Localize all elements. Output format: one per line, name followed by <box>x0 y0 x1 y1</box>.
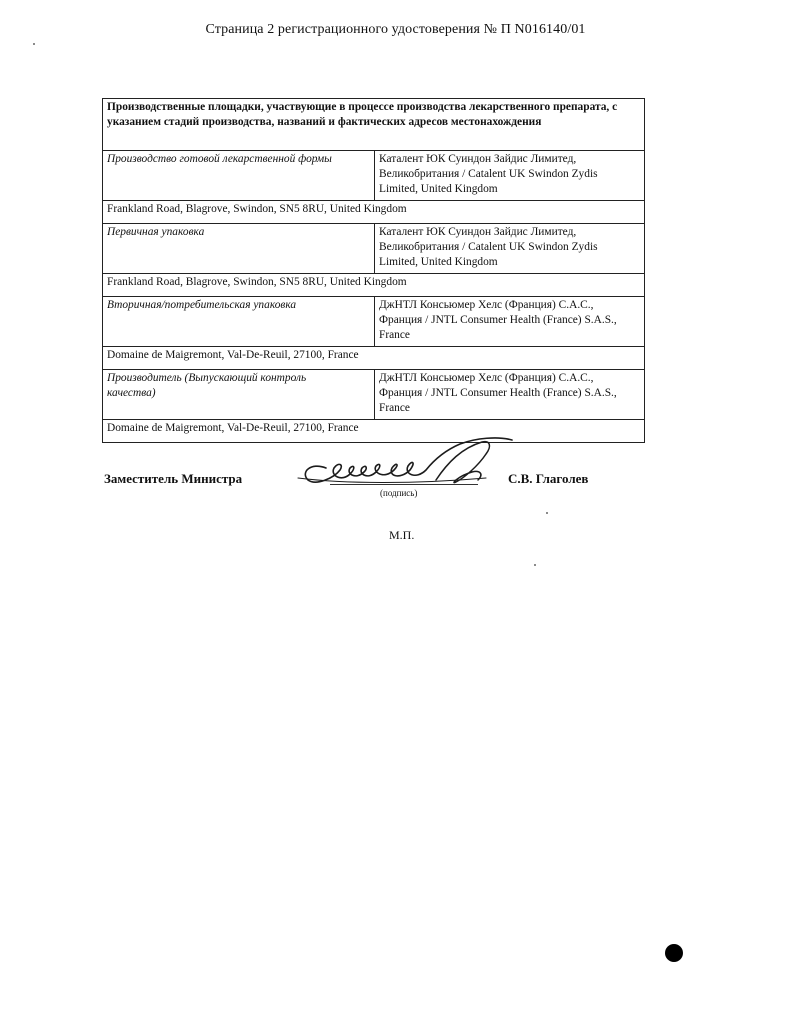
company-line: Limited, United Kingdom <box>379 256 498 268</box>
stage-line: качества) <box>107 387 156 399</box>
company-name <box>375 297 645 347</box>
company-line: ДжНТЛ Консьюмер Хелс (Франция) С.А.С., <box>379 299 594 311</box>
stage-line: Производитель (Выпускающий контроль <box>107 372 307 384</box>
scan-speck <box>534 564 536 566</box>
site-address: Frankland Road, Blagrove, Swindon, SN5 8RU, United Kingdom <box>103 274 645 297</box>
company-line: Великобритания / Catalent UK Swindon Zydis <box>379 168 598 180</box>
production-sites-table <box>102 98 645 443</box>
site-address: Domaine de Maigremont, Val-De-Reuil, 27100, France <box>103 347 645 370</box>
company-name <box>375 151 645 201</box>
table-row <box>103 274 645 297</box>
table-heading: Производственные площадки, участвующие в процессе производства лекарственного препарата, с указанием стадий производства, названий и фактических адресов местонахождения <box>103 99 645 151</box>
table-row <box>103 201 645 224</box>
production-stage: Первичная упаковка <box>103 224 375 274</box>
company-line: France <box>379 329 410 341</box>
company-line: Каталент ЮК Суиндон Зайдис Лимитед, <box>379 226 577 238</box>
table-row <box>103 347 645 370</box>
signature-caption: (подпись) <box>380 488 418 498</box>
company-name <box>375 370 645 420</box>
scan-speck <box>546 512 548 514</box>
company-line: Франция / JNTL Consumer Health (France) S.A.S., <box>379 387 617 399</box>
table-row <box>103 370 645 420</box>
production-stage <box>103 370 375 420</box>
company-line: Каталент ЮК Суиндон Зайдис Лимитед, <box>379 153 577 165</box>
production-stage: Производство готовой лекарственной формы <box>103 151 375 201</box>
production-stage: Вторичная/потребительская упаковка <box>103 297 375 347</box>
site-address: Domaine de Maigremont, Val-De-Reuil, 27100, France <box>103 420 645 443</box>
site-address: Frankland Road, Blagrove, Swindon, SN5 8RU, United Kingdom <box>103 201 645 224</box>
company-line: Франция / JNTL Consumer Health (France) S.A.S., <box>379 314 617 326</box>
table-row <box>103 224 645 274</box>
signature-line <box>330 484 478 485</box>
company-line: Limited, United Kingdom <box>379 183 498 195</box>
signatory-name: С.В. Глаголев <box>508 471 589 486</box>
table-row <box>103 297 645 347</box>
company-line: France <box>379 402 410 414</box>
seal-label: М.П. <box>389 528 415 542</box>
company-line: ДжНТЛ Консьюмер Хелс (Франция) С.А.С., <box>379 372 594 384</box>
scan-speck <box>33 43 35 45</box>
company-line: Великобритания / Catalent UK Swindon Zydis <box>379 241 598 253</box>
handwritten-signature <box>286 432 516 492</box>
company-name <box>375 224 645 274</box>
scan-mark <box>665 944 683 962</box>
table-row <box>103 151 645 201</box>
page-title: Страница 2 регистрационного удостоверения № П N016140/01 <box>205 22 586 37</box>
signatory-title: Заместитель Министра <box>104 471 243 486</box>
table-heading-row <box>103 99 645 151</box>
